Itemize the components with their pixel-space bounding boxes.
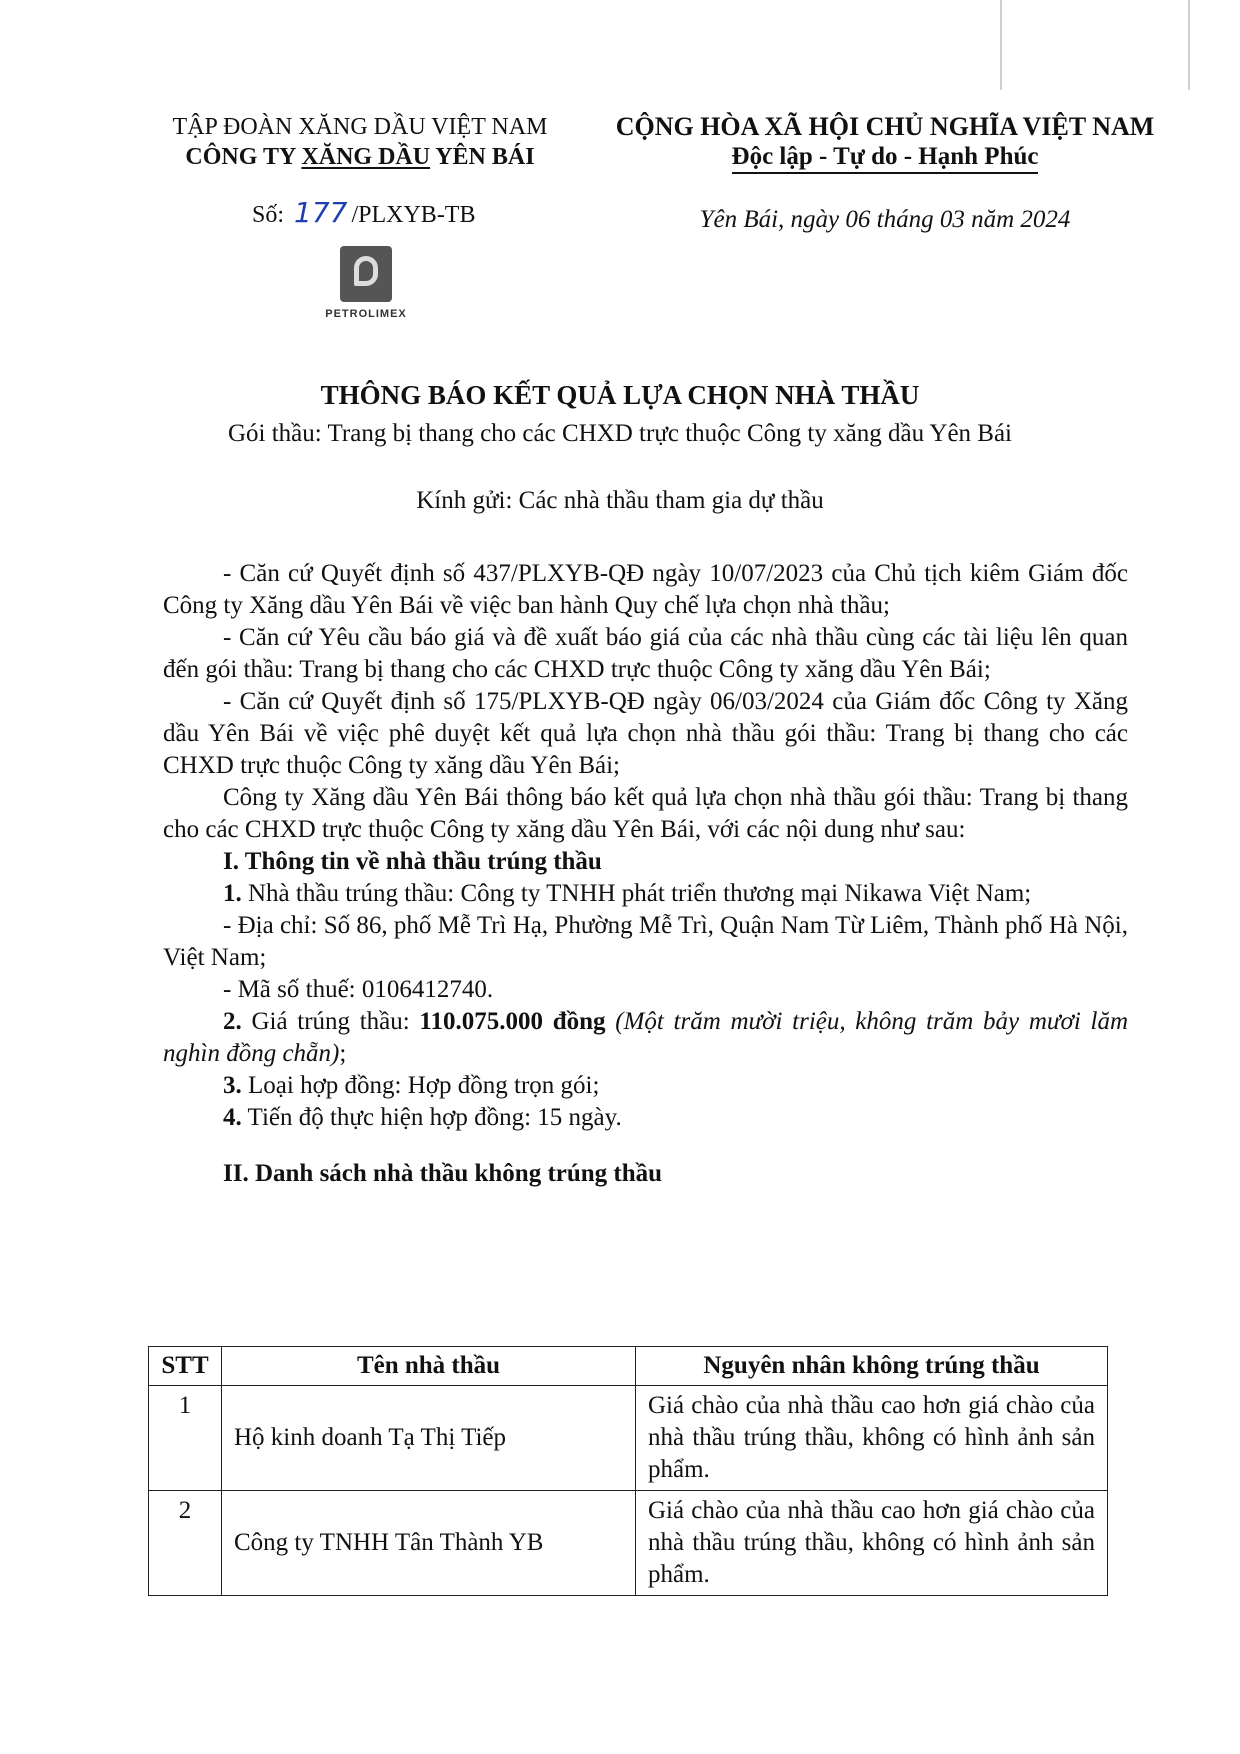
nation-name: CỘNG HÒA XÃ HỘI CHỦ NGHĨA VIỆT NAM (615, 112, 1155, 141)
winning-price: 110.075.000 đồng (419, 1008, 606, 1035)
parent-organization: TẬP ĐOÀN XĂNG DẦU VIỆT NAM (172, 114, 548, 140)
company-name: CÔNG TY XĂNG DẦU YÊN BÁI (185, 144, 535, 170)
winner-item: 1. Nhà thầu trúng thầu: Công ty TNHH phát triển thương mại Nikawa Việt Nam; (223, 880, 1032, 907)
column-header: Nguyên nhân không trúng thầu (636, 1347, 1108, 1386)
national-header (600, 112, 1170, 172)
document-body (163, 558, 1128, 1190)
paragraph: - Căn cứ Yêu cầu báo giá và đề xuất báo giá của các nhà thầu cùng các tài liệu lên quan đến gói thầu: Trang bị thang cho các CHXD trực thuộc Công ty xăng dầu Yên Bái; (163, 624, 1128, 683)
document-subtitle: Gói thầu: Trang bị thang cho các CHXD trực thuộc Công ty xăng dầu Yên Bái (227, 420, 1013, 447)
scan-edge-mark (1188, 0, 1190, 90)
winning-price-item: 2. Giá trúng thầu: 110.075.000 đồng (Một trăm mười triệu, không trăm bảy mươi lăm nghìn đồng chẵn); (163, 1008, 1129, 1067)
paragraph: Công ty Xăng dầu Yên Bái thông báo kết quả lựa chọn nhà thầu gói thầu: Trang bị thang cho các CHXD trực thuộc Công ty xăng dầu Yên Bái, với các nội dung như sau: (163, 784, 1128, 843)
winner-tax-code: - Mã số thuế: 0106412740. (223, 976, 494, 1003)
winner-address: - Địa chỉ: Số 86, phố Mễ Trì Hạ, Phường Mễ Trì, Quận Nam Từ Liêm, Thành phố Hà Nội, Việt Nam; (163, 912, 1128, 971)
section-heading: I. Thông tin về nhà thầu trúng thầu (223, 848, 602, 875)
document-title: THÔNG BÁO KẾT QUẢ LỰA CHỌN NHÀ THẦU (320, 380, 920, 410)
document-number: Số: 177 /PLXYB-TB (252, 196, 476, 229)
scan-edge-mark (1000, 0, 1002, 90)
bidder-name: Hộ kinh doanh Tạ Thị Tiếp (222, 1386, 636, 1491)
organization-header (140, 112, 580, 172)
paragraph: - Căn cứ Quyết định số 175/PLXYB-QĐ ngày 06/03/2024 của Giám đốc Công ty Xăng dầu Yên Bái về việc phê duyệt kết quả lựa chọn nhà thầu gói thầu: Trang bị thang cho các CHXD trực thuộc Công ty xăng dầu Yên Bái; (163, 688, 1128, 779)
contract-type-item: 3. Loại hợp đồng: Hợp đồng trọn gói; (223, 1072, 600, 1099)
losing-bidders-table (148, 1346, 1108, 1596)
bidder-name: Công ty TNHH Tân Thành YB (222, 1491, 636, 1596)
handwritten-number: 177 (294, 196, 348, 229)
rejection-reason: Giá chào của nhà thầu cao hơn giá chào của nhà thầu trúng thầu, không có hình ảnh sản phẩm. (636, 1386, 1108, 1491)
logo-mark-icon (340, 246, 392, 302)
date-line: Yên Bái, ngày 06 tháng 03 năm 2024 (699, 206, 1071, 233)
national-motto: Độc lập - Tự do - Hạnh Phúc (732, 143, 1039, 174)
table-row (149, 1386, 1108, 1491)
logo-text: PETROLIMEX (325, 308, 407, 320)
column-header: STT (149, 1347, 222, 1386)
row-number: 1 (149, 1386, 222, 1491)
greeting: Kính gửi: Các nhà thầu tham gia dự thầu (416, 487, 824, 514)
schedule-item: 4. Tiến độ thực hiện hợp đồng: 15 ngày. (223, 1104, 622, 1131)
section-heading: II. Danh sách nhà thầu không trúng thầu (223, 1160, 663, 1187)
row-number: 2 (149, 1491, 222, 1596)
petrolimex-logo (318, 246, 414, 320)
column-header: Tên nhà thầu (222, 1347, 636, 1386)
table-header-row (149, 1347, 1108, 1386)
paragraph: - Căn cứ Quyết định số 437/PLXYB-QĐ ngày 10/07/2023 của Chủ tịch kiêm Giám đốc Công ty Xăng dầu Yên Bái về việc ban hành Quy chế lựa chọn nhà thầu; (163, 560, 1128, 619)
table-row (149, 1491, 1108, 1596)
rejection-reason: Giá chào của nhà thầu cao hơn giá chào của nhà thầu trúng thầu, không có hình ảnh sản phẩm. (636, 1491, 1108, 1596)
